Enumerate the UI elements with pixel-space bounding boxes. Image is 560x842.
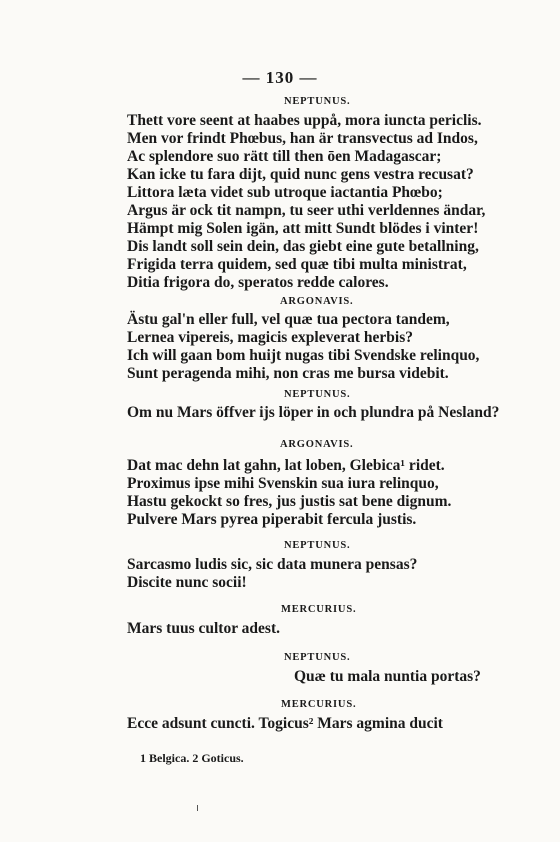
verse-line: Quæ tu mala nuntia portas? [294,668,481,685]
speaker-heading: NEPTUNUS. [284,96,351,107]
verse-line: Sunt peragenda mihi, non cras me bursa videbit. [127,365,449,382]
verse-line: Men vor frindt Phœbus, han är transvectus ad Indos, [127,130,478,147]
speaker-heading: ARGONAVIS. [280,296,354,307]
print-mark [197,805,198,811]
verse-line: Ditia frigora do, speratos redde calores. [127,274,389,291]
verse-line: Discite nunc socii! [127,574,247,591]
verse-line: Ecce adsunt cuncti. Togicus² Mars agmina ducit [127,715,443,732]
verse-line: Pulvere Mars pyrea piperabit fercula justis. [127,511,417,528]
speaker-heading: NEPTUNUS. [284,652,351,663]
verse-line: Om nu Mars öffver ijs löper in och plundra på Nesland? [127,404,500,421]
speaker-heading: ARGONAVIS. [280,439,354,450]
verse-line: Lernea vipereis, magicis expleverat herbis? [127,329,413,346]
speaker-heading: MERCURIUS. [281,604,357,615]
verse-line: Littora læta videt sub utroque iactantia Phœbo; [127,184,443,201]
page-number: — 130 — [242,68,318,87]
verse-line: Argus är ock tit nampn, tu seer uthi verldennes ändar, [127,202,486,219]
verse-line: Frigida terra quidem, sed quæ tibi multa ministrat, [127,256,467,273]
verse-line: Hastu gekockt so fres, jus justis sat bene dignum. [127,493,452,510]
verse-line: Mars tuus cultor adest. [127,620,280,637]
verse-line: Ästu gal'n eller full, vel quæ tua pectora tandem, [127,311,450,328]
footnote: 1 Belgica. 2 Goticus. [140,751,244,765]
speaker-heading: NEPTUNUS. [284,540,351,551]
verse-line: Dat mac dehn lat gahn, lat loben, Glebica¹ ridet. [127,457,445,474]
verse-line: Dis landt soll sein dein, das giebt eine gute betallning, [127,238,479,255]
verse-line: Kan icke tu fara dijt, quid nunc gens vestra recusat? [127,166,474,183]
verse-line: Ac splendore suo rätt till then ōen Madagascar; [127,148,442,165]
verse-line: Proximus ipse mihi Svenskin sua iura relinquo, [127,475,439,492]
verse-line: Thett vore seent at haabes uppå, mora iuncta periclis. [127,112,482,129]
speaker-heading: NEPTUNUS. [284,389,351,400]
verse-line: Ich will gaan bom huijt nugas tibi Svendske relinquo, [127,347,480,364]
speaker-heading: MERCURIUS. [281,699,357,710]
verse-line: Hämpt mig Solen igän, att mitt Sundt blödes i vinter! [127,220,479,237]
verse-line: Sarcasmo ludis sic, sic data munera pensas? [127,556,418,573]
